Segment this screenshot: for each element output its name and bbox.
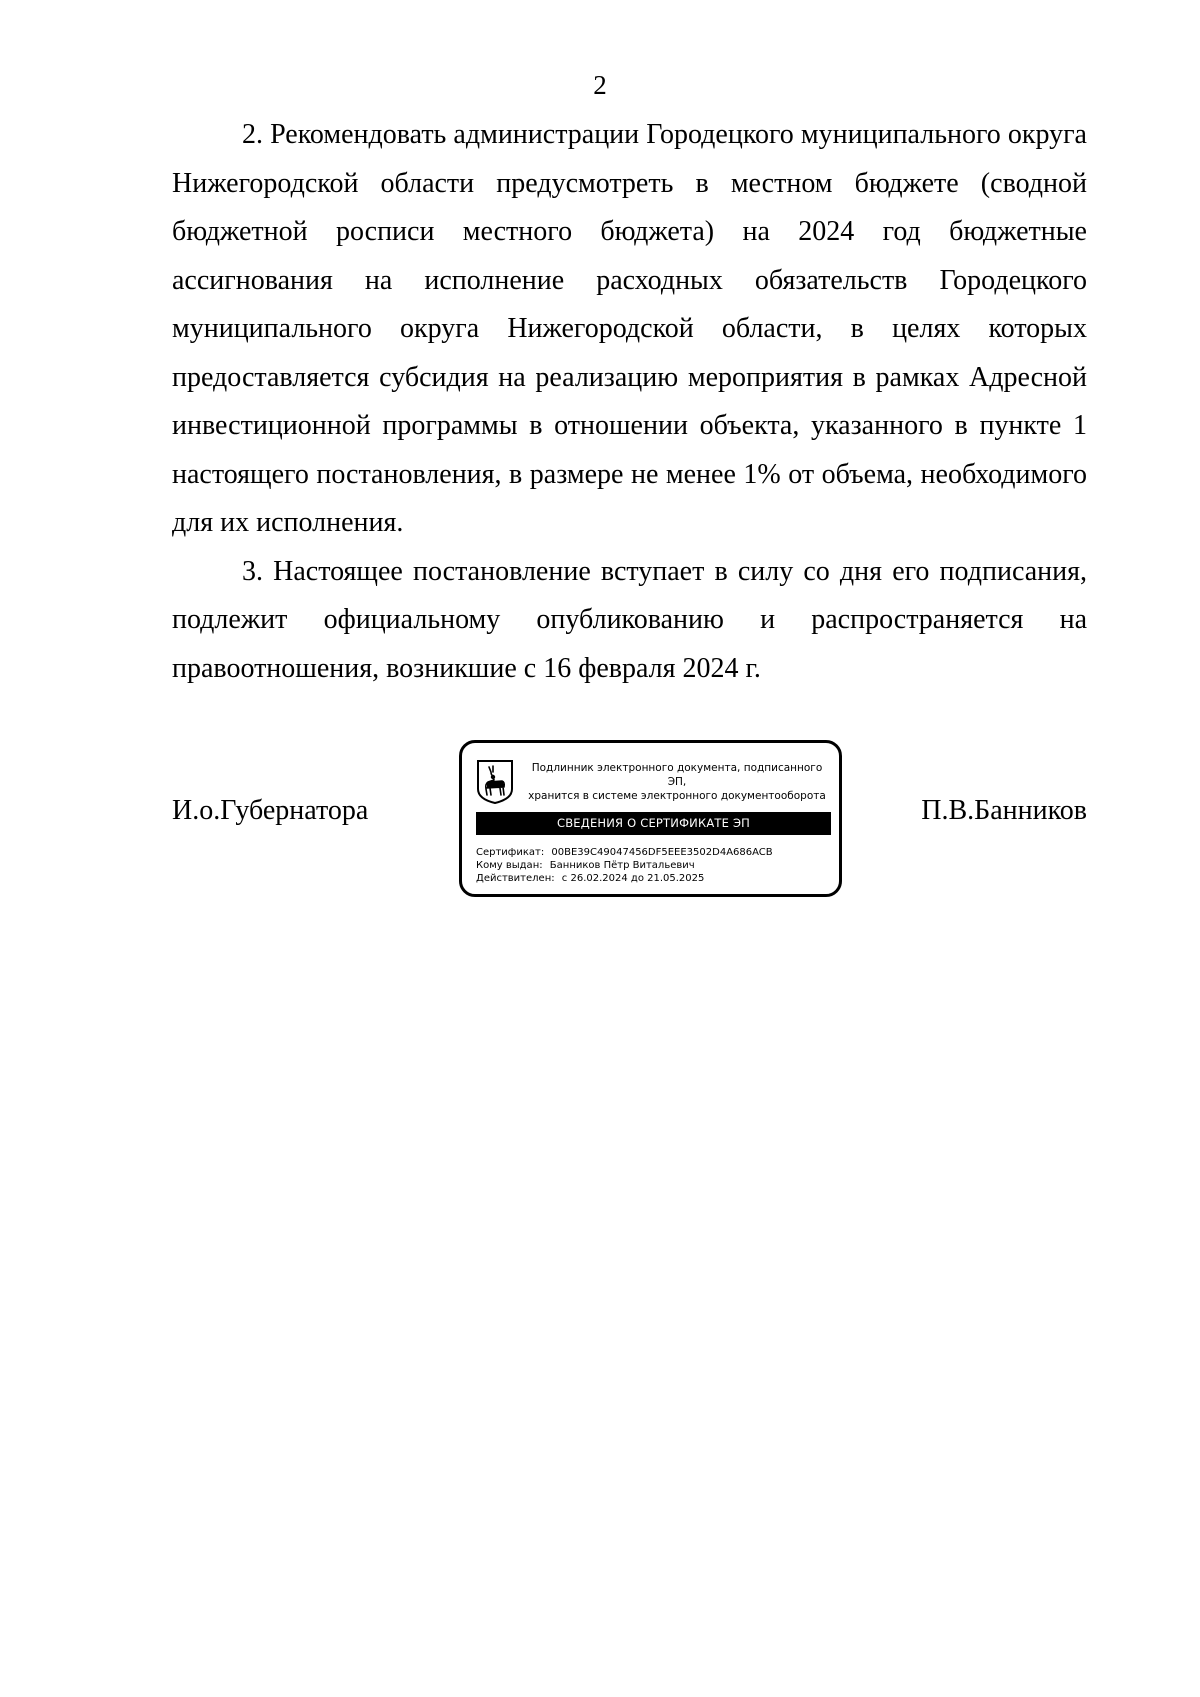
electronic-signature-stamp (459, 740, 842, 897)
issued-to-label: Кому выдан: (476, 860, 543, 871)
paragraph-2: 2. Рекомендовать администрации Городецкого муниципального округа Нижегородской области предусмотреть в местном бюджете (сводной бюджетной росписи местного бюджета) на 2024 год бюджетные ассигнования на исполнение расходных обязательств Городецкого муниципального округа Нижегородской области, в целях которых предоставляется субсидия на реализацию мероприятия в рамках Адресной инвестиционной программы в отношении объекта, указанного в пункте 1 настоящего постановления, в размере не менее 1% от объема, необходимого для их исполнения. (172, 119, 1087, 538)
stamp-header-line-2: хранится в системе электронного документооборота (528, 790, 826, 802)
certificate-label: Сертификат: (476, 847, 545, 858)
paragraph-3: 3. Настоящее постановление вступает в силу со дня его подписания, подлежит официальному опубликованию и распространяется на правоотношения, возникшие с 16 февраля 2024 г. (172, 555, 1087, 684)
certificate-row (476, 846, 836, 859)
signer-title: И.о.Губернатора (172, 795, 369, 826)
deer-crest-icon (476, 759, 514, 805)
validity-value: с 26.02.2024 до 21.05.2025 (561, 873, 705, 884)
issued-to-row (476, 859, 836, 872)
validity-label: Действителен: (476, 873, 555, 884)
validity-row (476, 872, 836, 885)
certificate-details (476, 846, 836, 885)
page-number: 2 (593, 70, 607, 100)
stamp-header (522, 761, 832, 803)
certificate-info-bar: СВЕДЕНИЯ О СЕРТИФИКАТЕ ЭП (476, 812, 831, 835)
document-body (172, 111, 1087, 693)
signer-name: П.В.Банников (921, 795, 1087, 826)
stamp-header-line-1: Подлинник электронного документа, подписанного ЭП, (531, 762, 823, 788)
issued-to-value: Банников Пётр Витальевич (549, 860, 695, 871)
certificate-value: 00BE39C49047456DF5EEE3502D4A686ACB (551, 847, 773, 858)
